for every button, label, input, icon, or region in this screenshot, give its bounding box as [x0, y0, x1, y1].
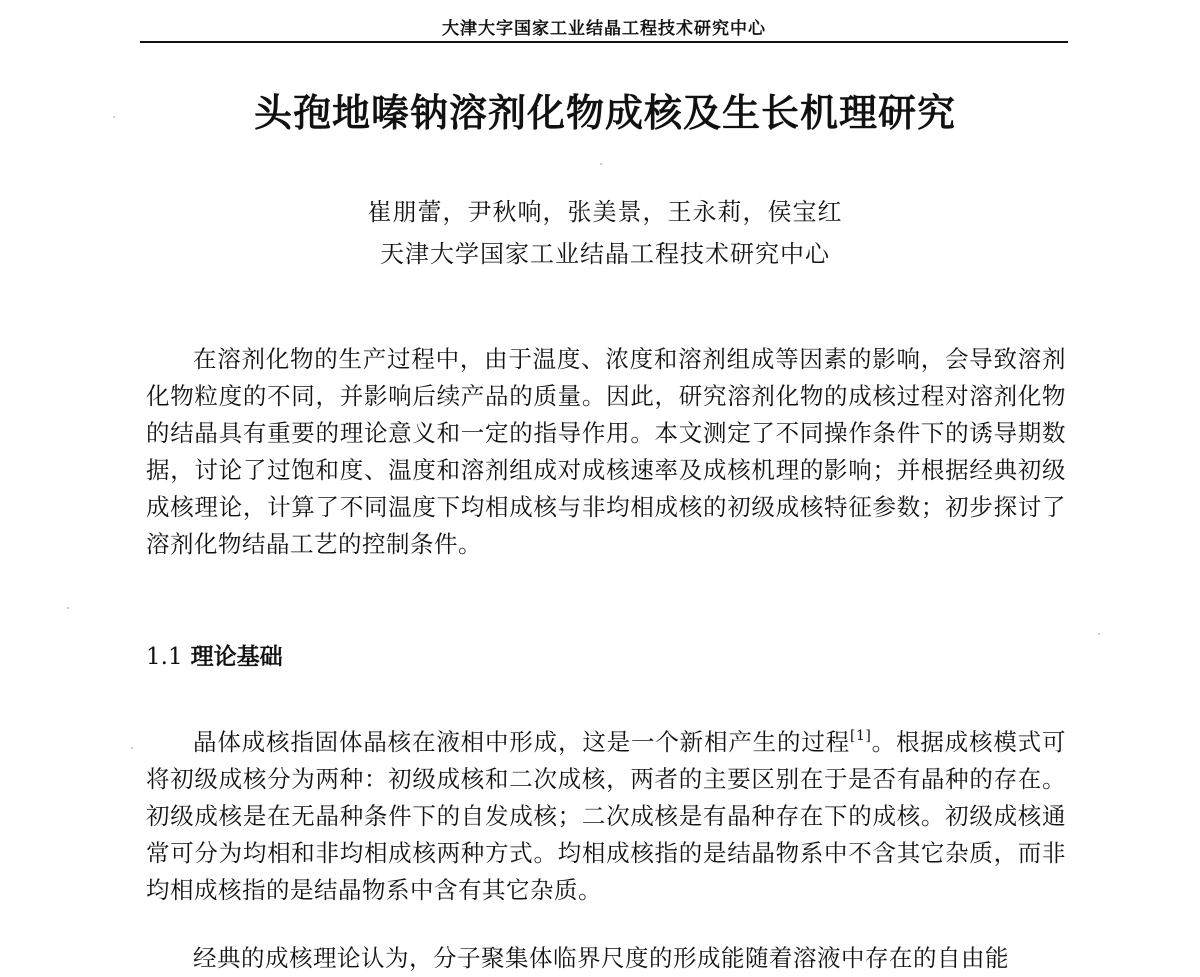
section-title: 理论基础 — [190, 643, 283, 670]
scan-speck — [113, 116, 115, 118]
body-paragraph — [146, 724, 1066, 909]
running-header: 大津大字国家工业结晶工程技术研究中心 — [442, 19, 766, 39]
section-heading — [146, 638, 283, 671]
scan-speck — [67, 607, 69, 609]
scan-speck — [600, 163, 602, 165]
scan-speck — [131, 747, 133, 749]
body-paragraph-cutoff: 经典的成核理论认为，分子聚集体临界尺度的形成能随着溶液中存在的自由能 — [193, 944, 1009, 972]
abstract-paragraph: 在溶剂化物的生产过程中，由于温度、浓度和溶剂组成等因素的影响，会导致溶剂化物粒度的不同，并影响后续产品的质量。因此，研究溶剂化物的成核过程对溶剂化物的结晶具有重要的理论意义和一定的指导作用。本文测定了不同操作条件下的诱导期数据，讨论了过饱和度、温度和溶剂组成对成核速率及成核机理的影响；并根据经典初级成核理论，计算了不同温度下均相成核与非均相成核的初级成核特征参数；初步探讨了溶剂化物结晶工艺的控制条件。 — [146, 345, 1066, 558]
citation-ref: [1] — [850, 728, 872, 744]
body-text-after-citation: 。根据成核模式可将初级成核分为两种：初级成核和二次成核，两者的主要区别在于是否有晶种的存在。初级成核是在无晶种条件下的自发成核；二次成核是有晶种存在下的成核。初级成核通常可分为均相和非均相成核两种方式。均相成核指的是结晶物系中不含其它杂质，而非均相成核指的是结晶物系中含有其它杂质。 — [146, 728, 1067, 904]
header-rule — [140, 41, 1068, 43]
affiliation: 天津大学国家工业结晶工程技术研究中心 — [380, 240, 830, 268]
body-text-before-citation: 晶体成核指固体晶核在液相中形成，这是一个新相产生的过程 — [193, 728, 850, 756]
scan-speck — [1098, 633, 1100, 635]
paper-title: 头孢地嗪钠溶剂化物成核及生长机理研究 — [253, 90, 956, 135]
section-number: 1.1 — [146, 644, 183, 670]
author-list: 崔朋蕾，尹秋响，张美景，王永莉，侯宝红 — [367, 198, 843, 226]
